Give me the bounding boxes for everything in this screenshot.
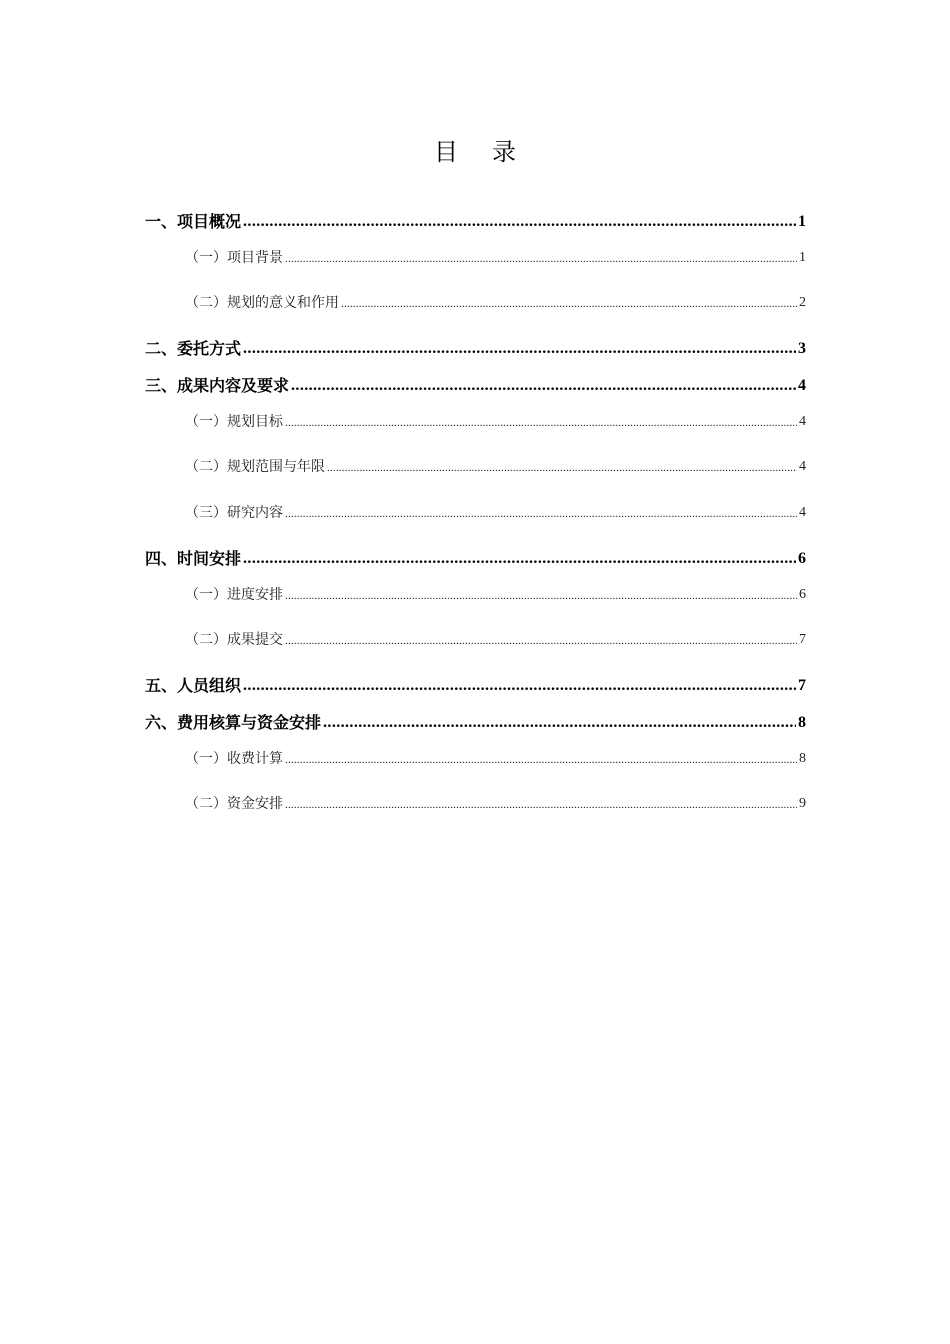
toc-page-number: 4 xyxy=(798,377,806,394)
toc-entry-label: （二）规划的意义和作用 xyxy=(185,295,339,311)
toc-entry-label: 五、人员组织 xyxy=(145,676,242,695)
toc-entry-label: 一、项目概况 xyxy=(145,212,242,231)
toc-page-number: 1 xyxy=(798,213,806,230)
toc-dot-leader xyxy=(243,675,796,697)
toc-entry-label: （二）成果提交 xyxy=(185,632,283,648)
toc-page-number: 4 xyxy=(799,459,806,474)
toc-entry[interactable] xyxy=(185,630,806,650)
toc-page-number: 9 xyxy=(799,796,806,811)
toc-dot-leader xyxy=(291,375,796,397)
toc-dot-leader xyxy=(243,338,796,360)
toc-dot-leader xyxy=(327,457,797,477)
toc-entry-label: 四、时间安排 xyxy=(145,549,242,568)
toc-entry[interactable] xyxy=(145,712,806,734)
toc-dot-leader xyxy=(285,794,797,814)
toc-entry[interactable] xyxy=(185,412,806,432)
toc-page-number: 7 xyxy=(798,677,806,694)
toc-entry[interactable] xyxy=(145,548,806,570)
toc-entry-label: （一）收费计算 xyxy=(185,751,283,767)
toc-entry[interactable] xyxy=(185,585,806,605)
toc-page-number: 3 xyxy=(798,340,806,357)
toc-entry[interactable] xyxy=(185,293,806,313)
toc-page-number: 8 xyxy=(798,714,806,731)
toc-page-number: 2 xyxy=(799,295,806,310)
toc-entry[interactable] xyxy=(185,794,806,814)
toc-dot-leader xyxy=(243,211,796,233)
toc-entry-label: 六、费用核算与资金安排 xyxy=(145,713,322,732)
toc-entry-label: （三）研究内容 xyxy=(185,505,283,521)
toc-entry[interactable] xyxy=(145,375,806,397)
toc-entry-label: 二、委托方式 xyxy=(145,339,242,358)
toc-dot-leader xyxy=(285,412,797,432)
toc-entry[interactable] xyxy=(185,248,806,268)
toc-entry[interactable] xyxy=(145,211,806,233)
toc-page-number: 6 xyxy=(799,587,806,602)
toc-entry[interactable] xyxy=(145,338,806,360)
toc-page-number: 4 xyxy=(799,505,806,520)
toc-entry-label: （一）项目背景 xyxy=(185,250,283,266)
toc-entry[interactable] xyxy=(145,675,806,697)
toc-entry[interactable] xyxy=(185,457,806,477)
toc-entry-label: 三、成果内容及要求 xyxy=(145,376,290,395)
toc-entry[interactable] xyxy=(185,503,806,523)
toc-entry-label: （一）进度安排 xyxy=(185,587,283,603)
toc-page-number: 8 xyxy=(799,751,806,766)
toc-dot-leader xyxy=(323,712,796,734)
toc-page-number: 7 xyxy=(799,632,806,647)
page-title: 目录 xyxy=(434,138,550,166)
toc-page-number: 6 xyxy=(798,550,806,567)
toc-page-number: 1 xyxy=(799,250,806,265)
toc-dot-leader xyxy=(341,293,797,313)
toc-entry-label: （二）资金安排 xyxy=(185,796,283,812)
toc-entry-label: （一）规划目标 xyxy=(185,414,283,430)
toc-dot-leader xyxy=(243,548,796,570)
toc-dot-leader xyxy=(285,749,797,769)
toc-entry[interactable] xyxy=(185,749,806,769)
toc-page-number: 4 xyxy=(799,414,806,429)
toc-dot-leader xyxy=(285,248,797,268)
toc-dot-leader xyxy=(285,585,797,605)
toc-dot-leader xyxy=(285,503,797,523)
toc-entry-label: （二）规划范围与年限 xyxy=(185,459,325,475)
toc-dot-leader xyxy=(285,630,797,650)
